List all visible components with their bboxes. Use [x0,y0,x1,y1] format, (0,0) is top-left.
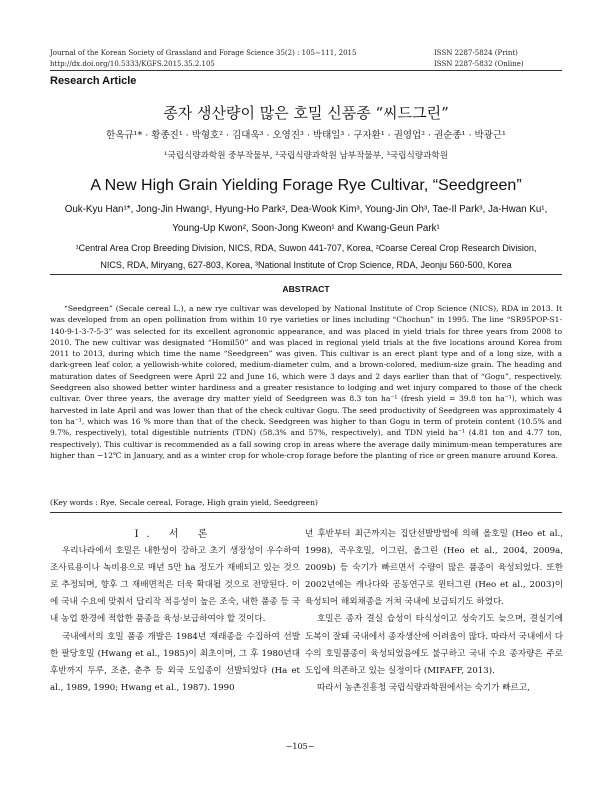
body-column-right [305,526,563,697]
issn-print: ISSN 2287-5824 (Print) [434,49,518,57]
header-rule [50,70,562,71]
intro-paragraph-1: 우리나라에서 호밀은 내한성이 강하고 초기 생장성이 우수하여 조사료용이나 녹비용으로 매년 5만 ha 정도가 재배되고 있는 것으로 추정되며, 향후 그 재배면적은 더욱 확대될 것으로 전망된다. 이에 국내 수요에 맞춰서 답리작 적응성이 높은 조숙, 내한 품종 등 국내 농업 환경에 적합한 품종을 육성·보급하여야 할 것이다. [50,546,300,625]
abstract-text: “Seedgreen” (Secale cereal L.), a new rye cultivar was developed by National Institute of Crop Science (NICS), RDA in 2013. It was developed from an open pollination from within 10 rye varieties or lines including “Chochun” in 1995. The line “SR95POP-S1-140-9-1-3-7-5-3” was selected for its excellent agronomic appearance, and was placed in yield trials for three years from 2008 to 2010. The new cultivar was designated “Homil50” and was placed in regional yield trials at the five locations around Korea from 2011 to 2013, during which time the name “Seedgreen” was given. This cultivar is an erect plant type and of a long size, with a dark-green leaf color, a yellowish-white colored, medium-diameter culm, and a brown-colored, medium-size grain. The heading and maturation dates of Seedgreen were April 22 and June 16, which were 3 days and 2 days earlier than that of “Gogu”, respectively. Seedgreen also showed better winter hardiness and a greater resistance to lodging and wet injury compared to those of the check cultivar. Over three years, the average dry matter yield of Seedgreen was 8.3 ton ha⁻¹ (fresh yield = 39.8 ton ha⁻¹), which was harvested in late April and was lower than that of the check cultivar Gogu. The seed productivity of Seedgreen was approximately 4 ton ha⁻¹, which was 16 % more than that of the check. Seedgreen was higher to than Gogu in term of protein content (10.5% and 9.7%, respectively), total digestible nutrients (TDN) (58.3% and 57%, respectively), and TDN yield ha⁻¹ (4.81 ton and 4.77 ton, respectively). This cultivar is recommended as a fall sowing crop in areas where the average daily minimum-mean temperatures are higher than −12℃ in January, and as a winter crop for whole-crop forage before the planting of rice or green manure around Korea. [50,304,562,460]
korean-affiliations: ¹국립식량과학원 중부작물부, ²국립식량과학원 남부작물부, ³국립식량과학원 [163,151,449,161]
english-authors [50,200,562,238]
english-aff-line2: NICS, RDA, Miryang, 627-803, Korea, ³National Institute of Crop Science, RDA, Jeonju 560-500, Korea [100,260,512,270]
english-authors-line1: Ouk-Kyu Han¹*, Jong-Jin Hwang¹, Hyung-Ho Park², Dea-Wook Kim³, Young-Jin Oh³, Tae-Il Park³, Ja-Hwan Ku¹, [64,204,548,215]
section-heading-intro: Ⅰ. 서 론 [134,529,216,540]
korean-title: 종자 생산량이 많은 호밀 신품종 “씨드그린” [163,104,449,122]
english-title: A New High Grain Yielding Forage Rye Cultivar, “Seedgreen” [90,177,522,194]
issn-block [434,48,564,70]
abstract-heading: ABSTRACT [282,284,330,294]
intro-paragraph-3: 년 후반부터 최근까지는 집단선발방법에 의해 올호밀 (Heo et al., 1998), 곡우호밀, 이그린, 올그린 (Heo et al., 2004, 2009a, 2009b) 등 숙기가 빠르면서 수량이 많은 품종이 육성되었다. 또한 2002년에는 캐나다와 공동연구로 윈터그린 (Heo et al., 2003)이 육성되어 해외채종을 거쳐 국내에 보급되기도 하였다. [305,529,563,608]
abstract-top-rule [50,274,562,275]
korean-authors: 한옥규¹* · 황종진¹ · 박형호² · 김대욱³ · 오영진³ · 박태일³ · 구자환¹ · 권영업² · 권순종¹ · 박광근¹ [106,130,506,141]
keywords: (Key words : Rye, Secale cereal, Forage, High grain yield, Seedgreen) [50,498,318,507]
article-type: Research Article [50,75,137,87]
english-authors-line2: Young-Up Kwon², Soon-Jong Kweon¹ and Kwang-Geun Park¹ [172,223,440,234]
issn-online: ISSN 2287-5832 (Online) [434,60,524,68]
english-affiliations [50,240,562,274]
body-column-left [50,526,300,697]
english-aff-line1: ¹Central Area Crop Breeding Division, NICS, RDA, Suwon 441-707, Korea, ²Coarse Cereal Crop Research Division, [75,243,537,253]
intro-paragraph-4: 호밀은 종자 결실 습성이 타식성이고 성숙기도 늦으며, 결실기에 도복이 잘돼 국내에서 종자생산에 어려움이 많다. 따라서 국내에서 다수의 호밀품종이 육성되었음에도 불구하고 국내 수요 종자량은 주로 도입에 의존하고 있는 실정이다 (MIFAFF, 2013). [305,614,563,676]
abstract-bottom-rule [50,512,562,513]
intro-paragraph-2: 국내에서의 호밀 품종 개발은 1984년 재래종을 수집하여 선발한 팔당호밀 (Hwang et al., 1985)이 최초이며, 그 후 1980년대 후반까지 두루, 조춘, 춘추 등 외국 도입종이 선발되었다 (Ha et al., 1989, 1990; Hwang et al., 1987). 1990 [50,631,300,693]
journal-citation: Journal of the Korean Society of Grassland and Forage Science 35(2) : 105∼111, 2015 [50,49,357,57]
page-number: −105− [285,742,315,751]
journal-header [50,48,356,70]
doi-link[interactable]: http://dx.doi.org/10.5333/KGFS.2015.35.2.105 [50,60,215,68]
intro-paragraph-5: 따라서 농촌진흥청 국립식량과학원에서는 숙기가 빠르고, [317,682,530,693]
